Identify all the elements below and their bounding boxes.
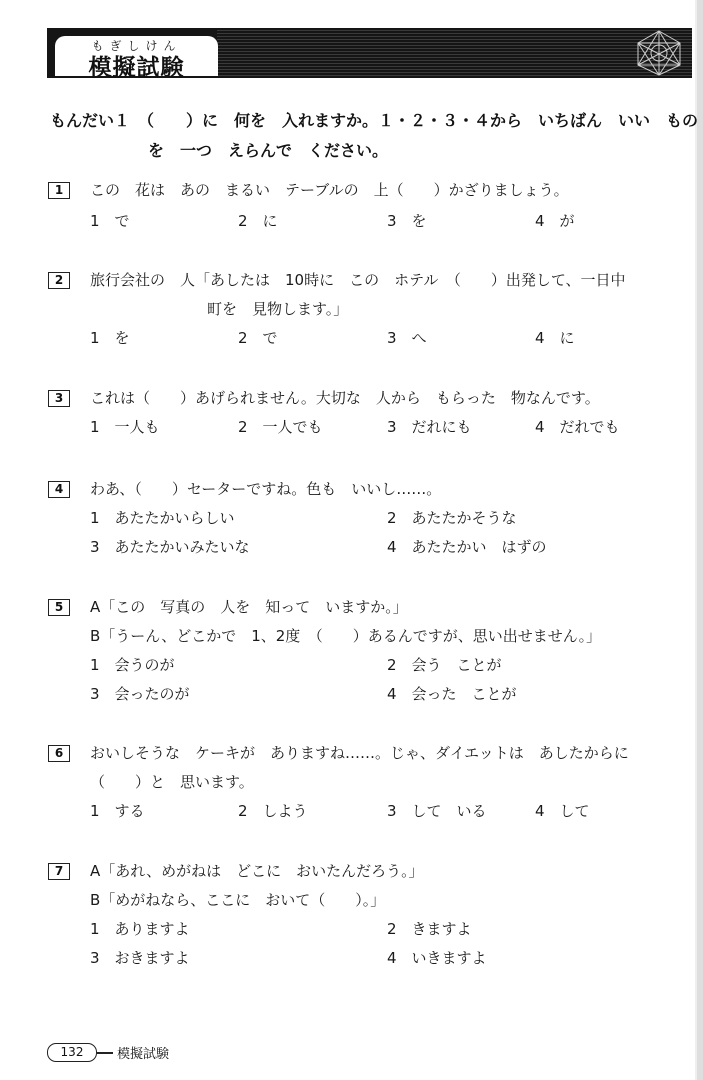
header-stripes — [217, 28, 692, 78]
answer-option: 2 で — [238, 329, 278, 347]
answer-option: 4 だれでも — [535, 418, 620, 436]
answer-option: 2 に — [238, 212, 278, 230]
answer-option: 2 きますよ — [387, 920, 472, 938]
answer-option: 2 あたたかそうな — [387, 509, 517, 527]
question-number: 6 — [48, 745, 70, 762]
question-text: おいしそうな ケーキが ありますね……。じゃ、ダイエットは あしたからに — [90, 744, 629, 762]
page-edge — [697, 0, 703, 1080]
question-number: 1 — [48, 182, 70, 199]
instruction-line-2: を 一つ えらんで ください。 — [148, 141, 389, 160]
answer-option: 1 する — [90, 802, 145, 820]
answer-option: 2 しよう — [238, 802, 308, 820]
answer-option: 3 会ったのが — [90, 685, 190, 703]
answer-option: 1 ありますよ — [90, 920, 190, 938]
header-label — [55, 36, 218, 81]
question-text: わあ、（ ）セーターですね。色も いいし……。 — [90, 480, 442, 498]
page-number: 132 — [47, 1043, 97, 1062]
answer-option: 4 が — [535, 212, 575, 230]
answer-option: 2 一人でも — [238, 418, 323, 436]
question-text: （ ）と 思います。 — [90, 773, 254, 791]
answer-option: 2 会う ことが — [387, 656, 502, 674]
instruction-line-1: もんだい１ （ ）に 何を 入れますか。１・２・３・４から いちばん いい もの — [50, 111, 699, 130]
answer-option: 4 あたたかい はずの — [387, 538, 547, 556]
answer-option: 1 で — [90, 212, 130, 230]
question-text: これは（ ）あげられません。大切な 人から もらった 物なんです。 — [90, 389, 600, 407]
answer-option: 4 に — [535, 329, 575, 347]
answer-option: 1 を — [90, 329, 130, 347]
question-number: 2 — [48, 272, 70, 289]
question-number: 3 — [48, 390, 70, 407]
answer-option: 3 おきますよ — [90, 949, 190, 967]
question-number: 7 — [48, 863, 70, 880]
header-ruby: もぎしけん — [91, 39, 182, 53]
answer-option: 3 して いる — [387, 802, 487, 820]
question-text: B「めがねなら、ここに おいて（ ）。」 — [90, 891, 386, 909]
page-title: 模擬試験 — [88, 55, 185, 81]
question-text: B「うーん、どこかで 1、2度 （ ）あるんですが、思い出せません。」 — [90, 627, 602, 645]
question-text: A「この 写真の 人を 知って いますか。」 — [90, 598, 408, 616]
hemp-leaf-pattern-icon — [628, 29, 690, 77]
question-text: 旅行会社の 人「あしたは 10時に この ホテル （ ）出発して、一日中 — [90, 271, 626, 289]
answer-option: 3 だれにも — [387, 418, 472, 436]
answer-option: 3 を — [387, 212, 427, 230]
footer-rule — [97, 1052, 113, 1054]
answer-option: 4 いきますよ — [387, 949, 487, 967]
answer-option: 3 あたたかいみたいな — [90, 538, 250, 556]
header-bar — [47, 28, 692, 81]
answer-option: 3 へ — [387, 329, 427, 347]
question-number: 4 — [48, 481, 70, 498]
answer-option: 1 会うのが — [90, 656, 175, 674]
question-text: 町を 見物します。」 — [207, 300, 349, 318]
answer-option: 4 して — [535, 802, 590, 820]
question-text: この 花は あの まるい テーブルの 上（ ）かざりましょう。 — [90, 181, 569, 199]
answer-option: 1 一人も — [90, 418, 160, 436]
answer-option: 4 会った ことが — [387, 685, 517, 703]
question-text: A「あれ、めがねは どこに おいたんだろう。」 — [90, 862, 424, 880]
footer-label: 模擬試験 — [117, 1047, 170, 1062]
answer-option: 1 あたたかいらしい — [90, 509, 235, 527]
question-number: 5 — [48, 599, 70, 616]
